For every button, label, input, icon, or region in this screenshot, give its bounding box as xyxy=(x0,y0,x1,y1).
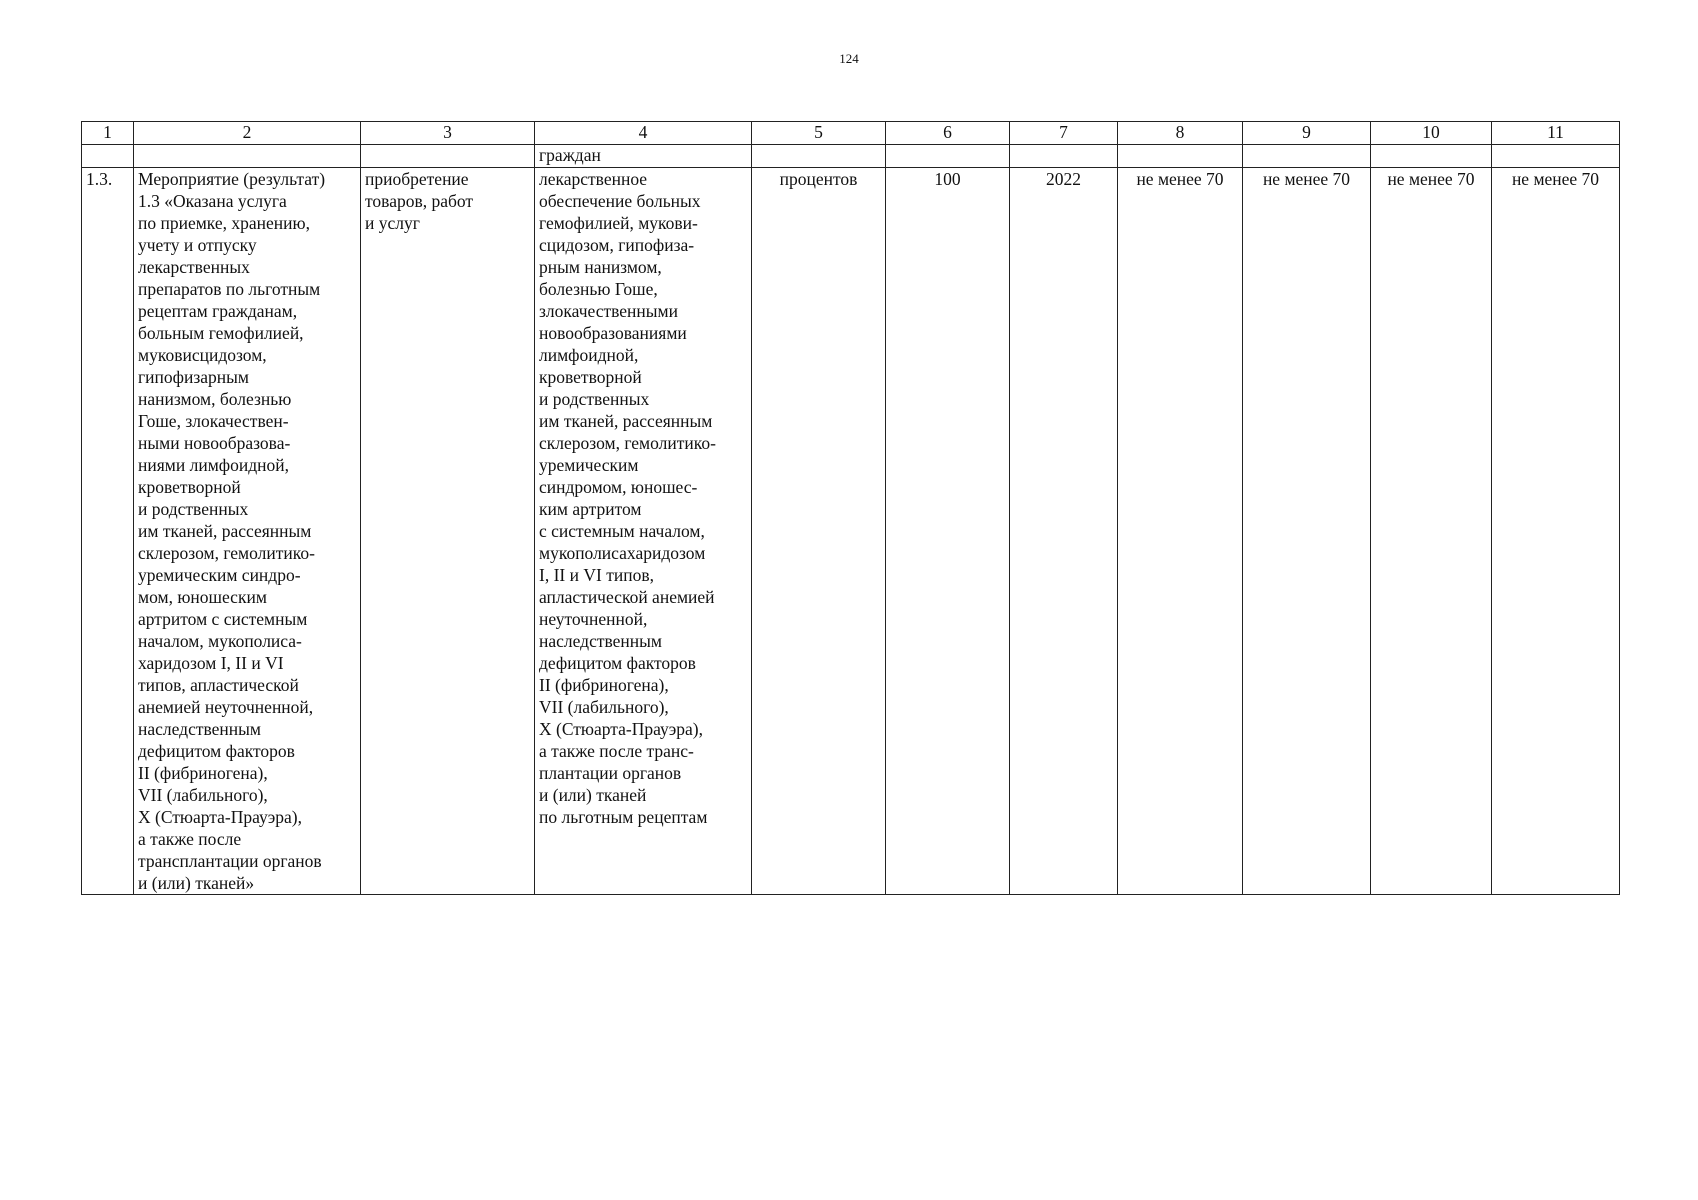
text-line: неуточненной, xyxy=(539,609,648,629)
text-line: больным гемофилией, xyxy=(138,323,304,343)
text-line: новообразованиями xyxy=(539,323,687,343)
text-line: типов, апластической xyxy=(138,675,299,695)
continuation-row xyxy=(82,145,1620,168)
column-number-cell: 6 xyxy=(886,122,1010,145)
text-line: I, II и VI типов, xyxy=(539,565,654,585)
text-line: болезнью Гоше, xyxy=(539,279,658,299)
text-line: и родственных xyxy=(539,389,650,409)
column-number-cell: 9 xyxy=(1243,122,1371,145)
column-number-cell: 10 xyxy=(1371,122,1492,145)
text-line: и (или) тканей xyxy=(539,785,647,805)
column-number-cell: 5 xyxy=(752,122,886,145)
column-number-cell: 11 xyxy=(1492,122,1620,145)
page-number: 124 xyxy=(839,51,859,66)
text-line: товаров, работ xyxy=(365,191,474,211)
text-line: наследственным xyxy=(138,719,261,739)
text-line: II (фибриногена), xyxy=(539,675,669,695)
indicator-lines xyxy=(539,168,747,828)
empty-cell xyxy=(752,145,886,168)
target-value-cell: не менее 70 xyxy=(1243,168,1371,895)
text-line: им тканей, рассеянным xyxy=(138,521,312,541)
event-type-lines xyxy=(365,168,530,234)
text-line: злокачественными xyxy=(539,301,678,321)
text-line: X (Стюарта-Прауэра), xyxy=(539,719,703,739)
text-line: обеспечение больных xyxy=(539,191,701,211)
text-line: нанизмом, болезнью xyxy=(138,389,292,409)
text-line: ниями лимфоидной, xyxy=(138,455,289,475)
text-line: VII (лабильного), xyxy=(539,697,669,717)
text-line: X (Стюарта-Прауэра), xyxy=(138,807,302,827)
empty-cell xyxy=(361,145,535,168)
text-line: началом, мукополиса- xyxy=(138,631,302,651)
text-line: уремическим xyxy=(539,455,639,475)
column-number-cell: 8 xyxy=(1118,122,1243,145)
empty-cell xyxy=(1010,145,1118,168)
text-line: дефицитом факторов xyxy=(138,741,295,761)
text-line: кроветворной xyxy=(539,367,642,387)
text-line: дефицитом факторов xyxy=(539,653,696,673)
empty-cell xyxy=(1118,145,1243,168)
text-line: гемофилией, мукови- xyxy=(539,213,698,233)
event-name-lines xyxy=(138,168,356,894)
text-line: мукополисахаридозом xyxy=(539,543,706,563)
text-line: Гоше, злокачествен- xyxy=(138,411,289,431)
text-line: кроветворной xyxy=(138,477,241,497)
text-line: муковисцидозом, xyxy=(138,345,267,365)
text-line: 1.3 «Оказана услуга xyxy=(138,191,287,211)
text-line: склерозом, гемолитико- xyxy=(138,543,315,563)
text-line: рным нанизмом, xyxy=(539,257,662,277)
text-line: гипофизарным xyxy=(138,367,249,387)
event-type-cell xyxy=(361,168,535,895)
text-line: лекарственных xyxy=(138,257,250,277)
empty-cell xyxy=(134,145,361,168)
text-line: II (фибриногена), xyxy=(138,763,268,783)
text-line: с системным началом, xyxy=(539,521,705,541)
text-line: Мероприятие (результат) xyxy=(138,169,326,189)
text-line: препаратов по льготным xyxy=(138,279,321,299)
text-line: лекарственное xyxy=(539,169,648,189)
base-value-cell: 100 xyxy=(886,168,1010,895)
text-line: харидозом I, II и VI xyxy=(138,653,284,673)
target-value-cell: не менее 70 xyxy=(1492,168,1620,895)
text-line: и (или) тканей» xyxy=(138,873,255,893)
text-line: сцидозом, гипофиза- xyxy=(539,235,695,255)
text-line: рецептам гражданам, xyxy=(138,301,298,321)
empty-cell xyxy=(886,145,1010,168)
row-number: 1.3. xyxy=(82,168,134,895)
text-line: апластической анемией xyxy=(539,587,715,607)
empty-cell xyxy=(1371,145,1492,168)
event-name-cell xyxy=(134,168,361,895)
text-line: учету и отпуску xyxy=(138,235,257,255)
text-line: анемией неуточненной, xyxy=(138,697,314,717)
text-line: артритом с системным xyxy=(138,609,308,629)
column-number-cell: 7 xyxy=(1010,122,1118,145)
indicator-cell xyxy=(535,168,752,895)
text-line: ким артритом xyxy=(539,499,642,519)
unit-cell: процентов xyxy=(752,168,886,895)
text-line: а также после xyxy=(138,829,242,849)
column-number-row xyxy=(82,122,1620,145)
text-line: склерозом, гемолитико- xyxy=(539,433,716,453)
text-line: приобретение xyxy=(365,169,469,189)
text-line: уремическим синдро- xyxy=(138,565,301,585)
text-line: а также после транс- xyxy=(539,741,694,761)
empty-cell xyxy=(1243,145,1371,168)
text-line: ными новообразова- xyxy=(138,433,291,453)
column-number-cell: 2 xyxy=(134,122,361,145)
text-line: и родственных xyxy=(138,499,249,519)
text-line: по льготным рецептам xyxy=(539,807,708,827)
column-number-cell: 4 xyxy=(535,122,752,145)
text-line: им тканей, рассеянным xyxy=(539,411,713,431)
empty-cell xyxy=(82,145,134,168)
continuation-text: граждан xyxy=(535,145,752,168)
text-line: по приемке, хранению, xyxy=(138,213,310,233)
text-line: плантации органов xyxy=(539,763,682,783)
base-year-cell: 2022 xyxy=(1010,168,1118,895)
text-line: и услуг xyxy=(365,213,420,233)
target-value-cell: не менее 70 xyxy=(1371,168,1492,895)
text-line: трансплантации органов xyxy=(138,851,322,871)
text-line: синдромом, юношес- xyxy=(539,477,698,497)
empty-cell xyxy=(1492,145,1620,168)
table-row xyxy=(82,168,1620,895)
column-number-cell: 1 xyxy=(82,122,134,145)
text-line: лимфоидной, xyxy=(539,345,639,365)
text-line: VII (лабильного), xyxy=(138,785,268,805)
target-value-cell: не менее 70 xyxy=(1118,168,1243,895)
measures-table xyxy=(81,121,1620,895)
text-line: мом, юношеским xyxy=(138,587,267,607)
column-number-cell: 3 xyxy=(361,122,535,145)
text-line: наследственным xyxy=(539,631,662,651)
